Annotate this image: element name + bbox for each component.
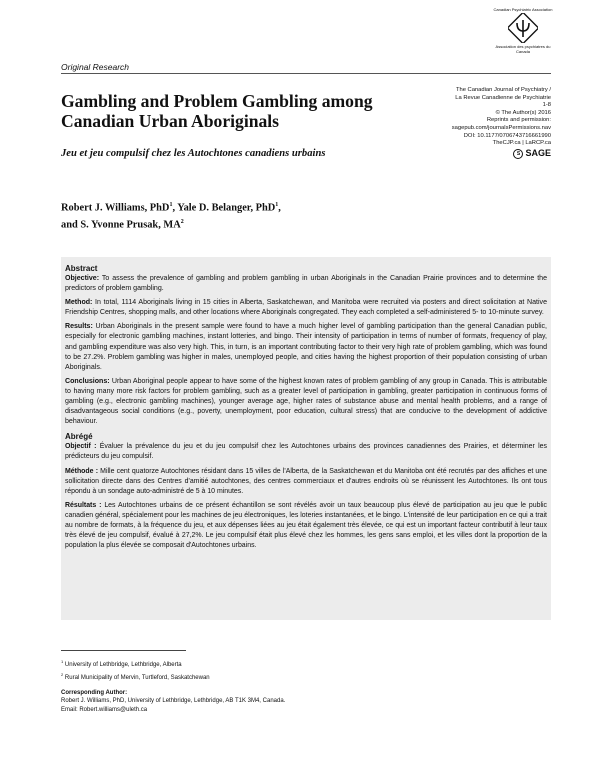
sage-icon: S (513, 149, 523, 159)
text: In total, 1114 Aboriginals living in 15 cities in Alberta, Saskatchewan, and Manitoba were recruited via posters and direct solicitation at Native Friendship Centres, shopping malls, and other locations where Aboriginals congregated. They each completed a self-administered 5- to 10-minute survey. (65, 299, 547, 317)
abrege-methode (65, 467, 547, 497)
psi-emblem-icon (508, 13, 538, 43)
conjunction: and (61, 219, 81, 231)
label: Objectif : (65, 443, 97, 451)
abrege-objectif (65, 442, 547, 462)
text: Urban Aboriginal people appear to have some of the highest known rates of problem gambling of any group in Canada. This is attributable to having many more risk factors for problem gambling, such as a greater level of participation in gambling, greater participation in continuous forms of gambling (e.g., electronic gambling machines), younger average age, higher rates of substance abuse and mental health problems, and a range of disadvantageous social conditions (e.g., poverty, unemployment, poor education, cultural stress) that are conducive to the development of addictive behaviour. (65, 377, 547, 426)
journal-website-link[interactable]: TheCJP.ca | LaRCP.ca (492, 140, 551, 147)
affiliation-item (61, 670, 210, 683)
label: Méthode : (65, 467, 98, 475)
header-divider (61, 73, 551, 74)
abstract-method (65, 298, 547, 318)
journal-info (452, 87, 551, 159)
article-title: Gambling and Problem Gambling among Canadian Urban Aboriginals (61, 91, 373, 131)
corresponding-address: Robert J. Williams, PhD, University of Lethbridge, Lethbridge, AB T1K 3M4, Canada. (61, 698, 286, 705)
affiliation-text: Rural Municipality of Mervin, Turtleford, Saskatchewan (63, 675, 210, 681)
publisher-logo (452, 149, 551, 159)
text: Les Autochtones urbains de ce présent échantillon se sont révélés avoir un taux beaucoup plus élevé de participation au jeu que le public canadien général, spécialement pour les machines de jeu électroniques, les loteries instantanées, et le bingo. L'intensité de leur participation en ce qui a trait au nombre de formats, à la fréquence du jeu, et aux dépenses liées au jeu était également très élevée, ce qui est un important facteur contributif à leur taux très élevé de jeu compulsif, évalué à 27,2%. Le jeu compulsif était plus élevé chez les hommes, les gens sans emploi, et les villes dont la proportion de la population la plus élevée se composait d'Autochtones urbains. (65, 501, 548, 550)
author-name: Robert J. Williams, PhD (61, 202, 170, 214)
affiliation-marker: 1 (61, 659, 64, 664)
logo-text-top: Canadian Psychiatric Association (493, 7, 553, 12)
abstract-objective (65, 274, 547, 294)
article-subtitle-fr: Jeu et jeu compulsif chez les Autochtones canadiens urbains (61, 148, 326, 159)
corresponding-heading: Corresponding Author: (61, 690, 128, 696)
journal-line: The Canadian Journal of Psychiatry / (455, 87, 551, 93)
text: To assess the prevalence of gambling and problem gambling in urban Aboriginals in the Canadian Prairie provinces and to determine the predictors of problem gambling. (65, 275, 547, 293)
affiliation-marker: 2 (180, 219, 184, 226)
journal-line: Reprints and permission: (486, 117, 551, 124)
abstract-conclusions (65, 377, 547, 427)
label: Objective: (65, 275, 100, 282)
affiliation-marker: 1 (169, 202, 173, 208)
affiliation-marker: 2 (61, 672, 64, 677)
abrege-resultats (65, 501, 547, 551)
logo-text-bottom: Association des psychiatres du Canada (495, 44, 551, 54)
corresponding-author (61, 689, 285, 714)
journal-pages: 1-8 (542, 102, 551, 109)
publisher-name: SAGE (525, 147, 551, 158)
abstract-box (61, 257, 551, 620)
association-logo (492, 7, 554, 54)
corresponding-email[interactable]: Email: Robert.williams@uleth.ca (61, 706, 148, 713)
abrege-section (65, 431, 547, 551)
label: Conclusions: (65, 377, 110, 385)
affiliation-marker: 1 (275, 202, 279, 208)
separator: , (278, 202, 281, 214)
permissions-link[interactable]: sagepub.com/journalsPermissions.nav (451, 124, 551, 131)
abstract-heading: Abstract (65, 264, 98, 273)
text: Mille cent quatorze Autochtones résidant dans 15 villes de l'Alberta, de la Saskatchewan et du Manitoba ont été recrutés par des affiches et une sollicitation directe dans des Centres d'amitié autochtones, des centres commerciaux et d'autres endroits où se réunissent les Autochtones. Ils ont tous répondu à un sondage auto-administré de 5 à 10 minutes. (65, 467, 547, 495)
journal-copyright: © The Author(s) 2016 (495, 109, 551, 116)
journal-line: La Revue Canadienne de Psychiatrie (455, 94, 551, 101)
doi-link[interactable]: DOI: 10.1177/0706743716661990 (463, 132, 551, 139)
label: Résultats : (65, 501, 102, 509)
separator: , (172, 202, 178, 214)
affiliation-text: University of Lethbridge, Lethbridge, Alberta (63, 662, 182, 668)
text: Évaluer la prévalence du jeu et du jeu compulsif chez les Autochtones urbains des provinces canadiennes des Prairies, et déterminer les prédicteurs du jeu compulsif. (65, 443, 547, 461)
section-label: Original Research (61, 62, 130, 72)
abstract-results (65, 322, 547, 372)
text: Urban Aboriginals in the present sample were found to have a much higher level of gambling participation than the general Canadian public, especially for electronic gambling machines, instant lotteries, and bingo. Their intensity of participation in terms of number of formats, frequency of play, and gambling expenditure was also very high. This, in turn, is an important contributing factor to their very high rate of problem gambling, which was found to be 27.2%. Problem gambling was higher in males, unemployed people, and cities having the highest proportion of their population consisting of urban Aboriginals. (65, 323, 547, 371)
abrege-heading: Abrégé (65, 432, 93, 442)
author-list (61, 198, 281, 233)
affiliations (61, 657, 210, 683)
author-name: S. Yvonne Prusak, MA (80, 219, 181, 231)
footnote-divider (61, 650, 186, 651)
affiliation-item (61, 657, 210, 670)
label: Results: (65, 323, 93, 331)
author-name: Yale D. Belanger, PhD (177, 202, 276, 214)
label: Method: (65, 299, 93, 307)
